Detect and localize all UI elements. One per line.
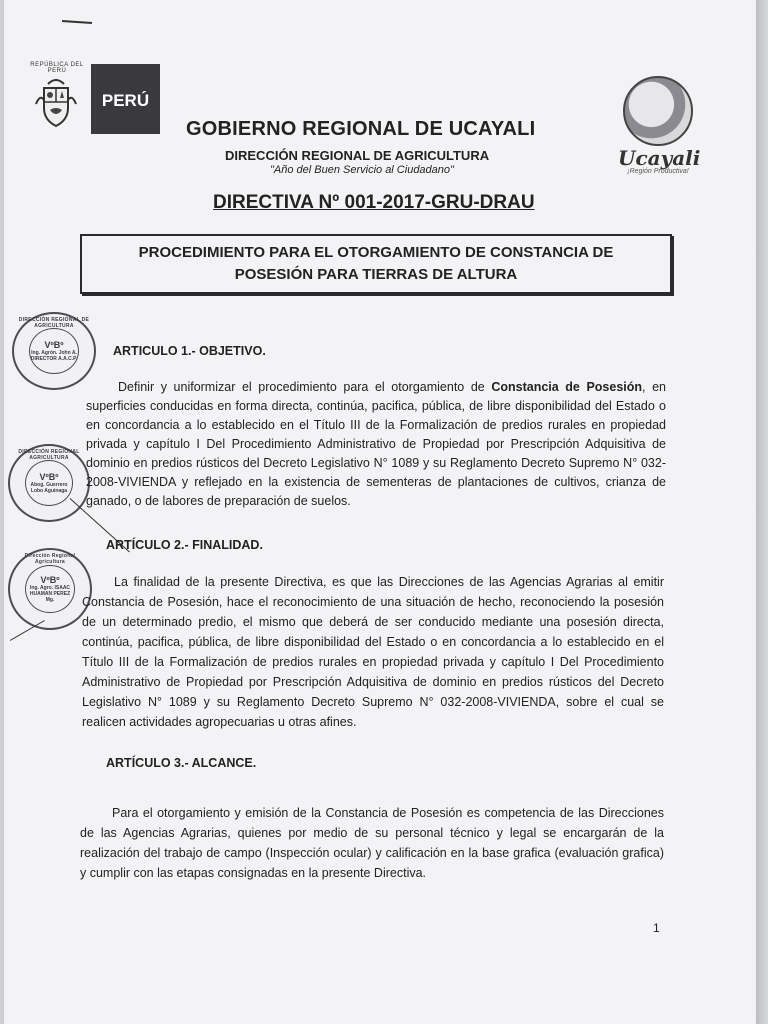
stamp-name: Abog. Guerrero xyxy=(30,481,68,488)
page-edge xyxy=(756,0,768,1024)
article-1-text-start: Definir y uniformizar el procedimiento para el otorgamiento de xyxy=(118,380,492,394)
stamp-name: Ing. Agrón. John A. xyxy=(31,349,77,356)
stamp-ring-text: DIRECCIÓN REGIONAL DE AGRICULTURA xyxy=(18,317,90,329)
motto: "Año del Buen Servicio al Ciudadano" xyxy=(270,164,454,176)
stamp-vb: VºBº xyxy=(44,339,64,350)
approval-stamp xyxy=(8,548,92,630)
ucayali-logo-name: Ucayali xyxy=(618,146,701,170)
page-number: 1 xyxy=(653,921,660,935)
article-2-heading: ARTÍCULO 2.- FINALIDAD. xyxy=(106,538,263,552)
stamp-name: Ing. Agro. ISAAC xyxy=(29,584,71,591)
procedure-title-box xyxy=(80,234,672,294)
article-1-heading: ARTICULO 1.- OBJETIVO. xyxy=(113,344,266,358)
peru-coat-of-arms-icon xyxy=(34,74,78,130)
article-2-text: La finalidad de la presente Directiva, es que las Direcciones de las Agencias Agrarias al emitir Constancia de Posesión, hace el reconocimiento de una situación de hecho, reconociendo la posesión de un determinado predio, el mismo que deberá de ser conducido mediante una posesión directa, continúa, pacifica, pública, de libre disponibilidad del Estado o en concordancia a lo establecido en el Título III de la Formalización de predios rurales en propiedad privada y capítulo I Del Procedimiento Administrativo de Propiedad por Prescripción Adquisitiva de dominio en predios rústicos del Decreto Legislativo N° 1089 y su Reglamento Decreto Supremo N° 032-2008-VIVIENDA, sobre el cual se realicen actividades agropecuarias u otras afines. xyxy=(82,575,664,729)
ucayali-logo xyxy=(618,74,701,175)
republic-label: REPÚBLICA DEL PERÚ xyxy=(30,62,84,74)
stamp-vb: VºBº xyxy=(39,471,59,482)
article-3-text: Para el otorgamiento y emisión de la Constancia de Posesión es competencia de las Direcciones de las Agencias Agrarias, quienes por medio de su personal técnico y legal se encargarán de la realización del trabajo de campo (Inspección ocular) y calificación en la base grafica (evaluación grafica) y cumplir con las etapas consignadas en la presente Directiva. xyxy=(80,806,664,880)
peru-logo xyxy=(91,64,160,134)
article-1-text-end: , en superficies conducidas en forma directa, continúa, pacifica, pública, de libre disponibilidad del Estado o en concordancia a lo establecido en el Título III de la Formalización de predios rurales en propiedad privada y capítulo I Del Procedimiento Administrativo de Propiedad por Prescripción Adquisitiva de dominio en predios rústicos del Decreto Legislativo N° 1089 y su Reglamento Decreto Supremo N° 032-2008-VIVIENDA y reflejado en la existencia de sementeras de plantaciones de cultivos, crianza de ganado, o de labores de preparación de suelos. xyxy=(86,380,667,508)
article-1-bold: Constancia de Posesión xyxy=(491,380,643,394)
peru-logo-label: PERÚ xyxy=(101,91,150,110)
stamp-vb: VºBº xyxy=(40,574,60,585)
stamp-role: HUAMAN PEREZ Mg. xyxy=(29,590,71,603)
government-subtitle: DIRECCIÓN REGIONAL DE AGRICULTURA xyxy=(225,148,490,163)
ucayali-slogan: ¡Región Productiva! xyxy=(627,168,689,175)
procedure-title-line2: POSESIÓN PARA TIERRAS DE ALTURA xyxy=(234,266,518,283)
stamp-role: Lobo Aguinaga xyxy=(30,487,68,494)
stamp-role: DIRECTOR A.A.C.P. xyxy=(30,355,78,362)
procedure-title-line1: PROCEDIMIENTO PARA EL OTORGAMIENTO DE CONSTANCIA DE xyxy=(138,244,614,261)
stamp-ring-text: Dirección Regional Agricultura xyxy=(24,553,76,565)
stamp-ring-text: DIRECCIÓN REGIONAL AGRICULTURA xyxy=(18,449,80,461)
article-1-text xyxy=(86,378,666,511)
directive-title: DIRECTIVA Nº 001-2017-GRU-DRAU xyxy=(213,192,535,213)
government-title: GOBIERNO REGIONAL DE UCAYALI xyxy=(186,118,536,140)
approval-stamp xyxy=(12,312,96,390)
approval-stamp xyxy=(8,444,90,522)
ucayali-emblem-icon xyxy=(623,76,693,146)
article-3-heading: ARTÍCULO 3.- ALCANCE. xyxy=(106,756,257,770)
